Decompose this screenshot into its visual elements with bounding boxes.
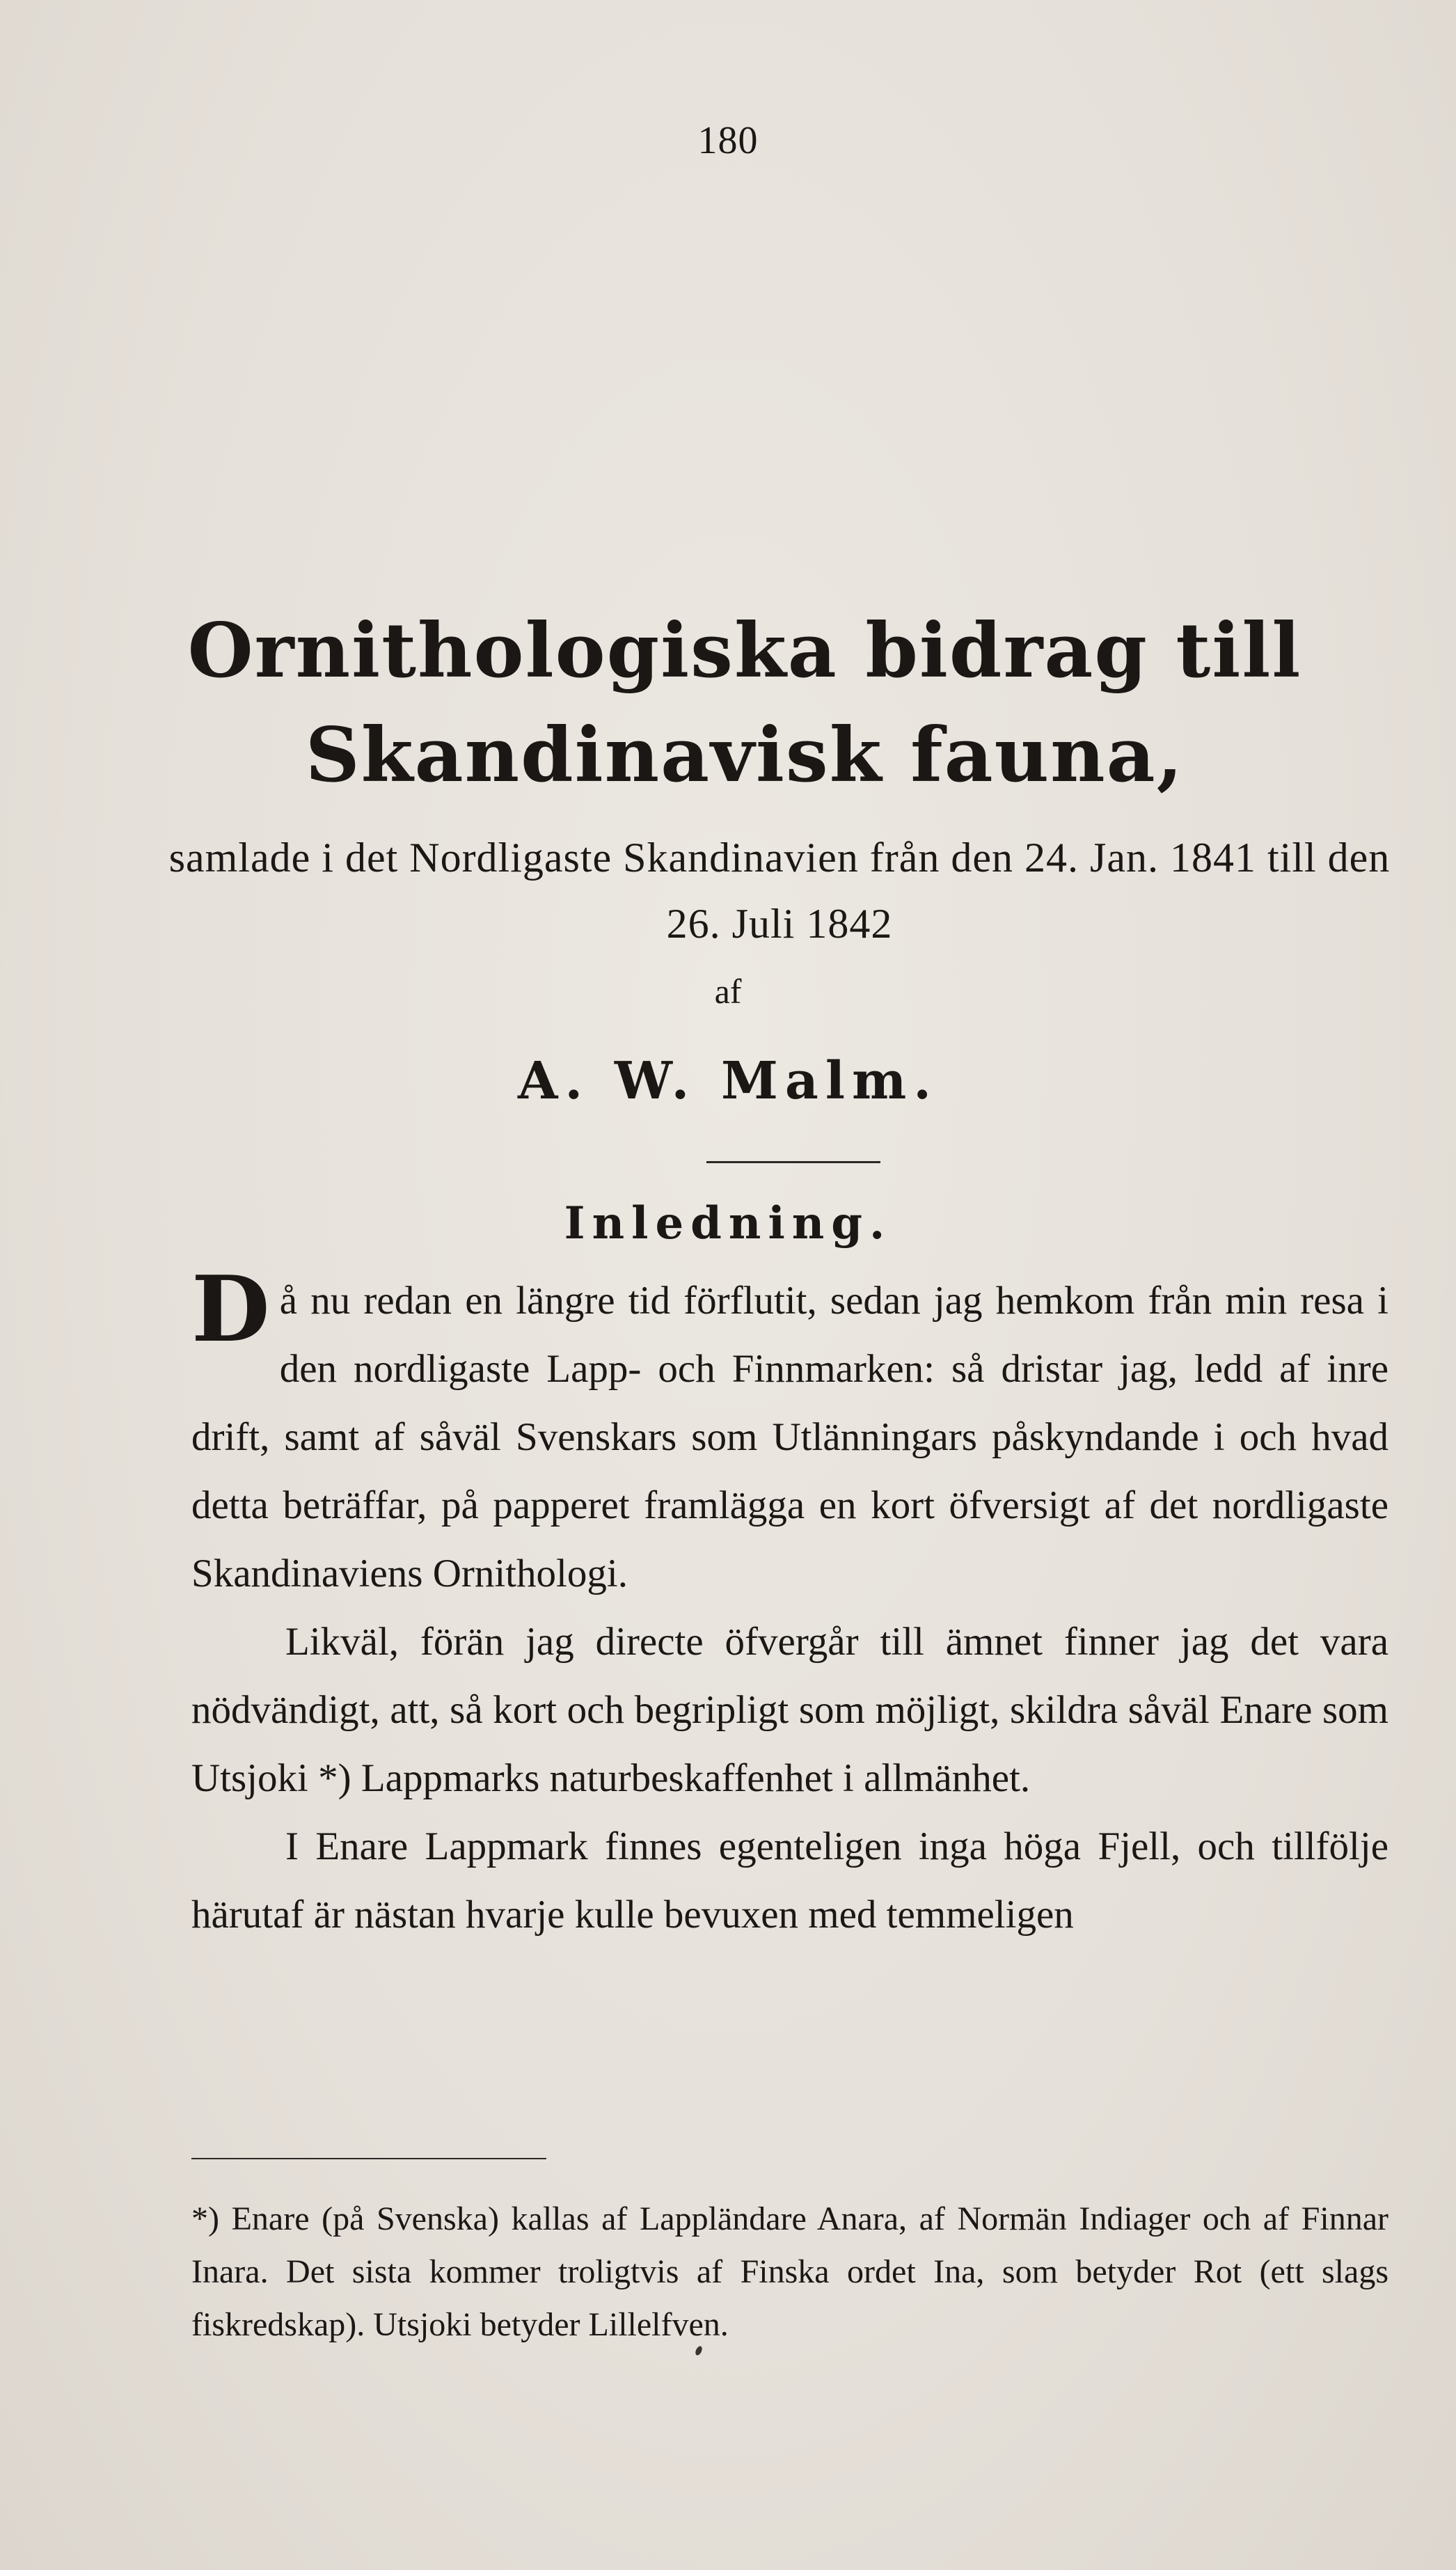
title-divider xyxy=(706,1161,880,1163)
article-title: Ornithologiska bidrag till Skandinavisk fauna, xyxy=(187,607,1302,799)
article-subtitle: samlade i det Nordligaste Skandinavien från den 24. Jan. 1841 till den 26. Juli 1842 xyxy=(168,835,1391,947)
section-heading: Inledning. xyxy=(564,1197,892,1249)
body-text xyxy=(191,1256,1388,1949)
paragraph-1 xyxy=(191,1256,1388,1608)
footnote-divider xyxy=(191,2158,546,2159)
paragraph-3: I Enare Lappmark finnes egenteligen inga höga Fjell, och tillfölje härutaf är nästan hvarje kulle bevuxen med temmeligen xyxy=(191,1824,1388,1937)
byline: af xyxy=(714,972,742,1011)
footnote: *) Enare (på Svenska) kallas af Lappländare Anara, af Normän Indiager och af Finnar Inara. Det sista kommer troligtvis af Finska ordet Ina, som betyder Rot (ett slags fiskredskap). Utsjoki betyder Lillelfven. xyxy=(191,2200,1388,2343)
paragraph-1-text: å nu redan en längre tid förflutit, sedan jag hemkom från min resa i den nordligaste Lapp- och Finnmarken: så dristar jag, ledd af inre drift, samt af såväl Svenskars som Utlänningars påskyndande i och hvad detta beträffar, på papperet framlägga en kort öfversigt af det nordligaste Skandinaviens Ornithologi. xyxy=(191,1279,1388,1595)
page-number: 180 xyxy=(697,119,759,162)
paragraph-2: Likväl, förän jag directe öfvergår till ämnet finner jag det vara nödvändigt, att, så kort och begripligt som möjligt, skildra såväl Enare som Utsjoki *) Lappmarks naturbeskaffenhet i allmänhet. xyxy=(191,1620,1388,1800)
drop-cap: D xyxy=(191,1256,270,1362)
author-name: A. W. Malm. xyxy=(517,1051,939,1111)
